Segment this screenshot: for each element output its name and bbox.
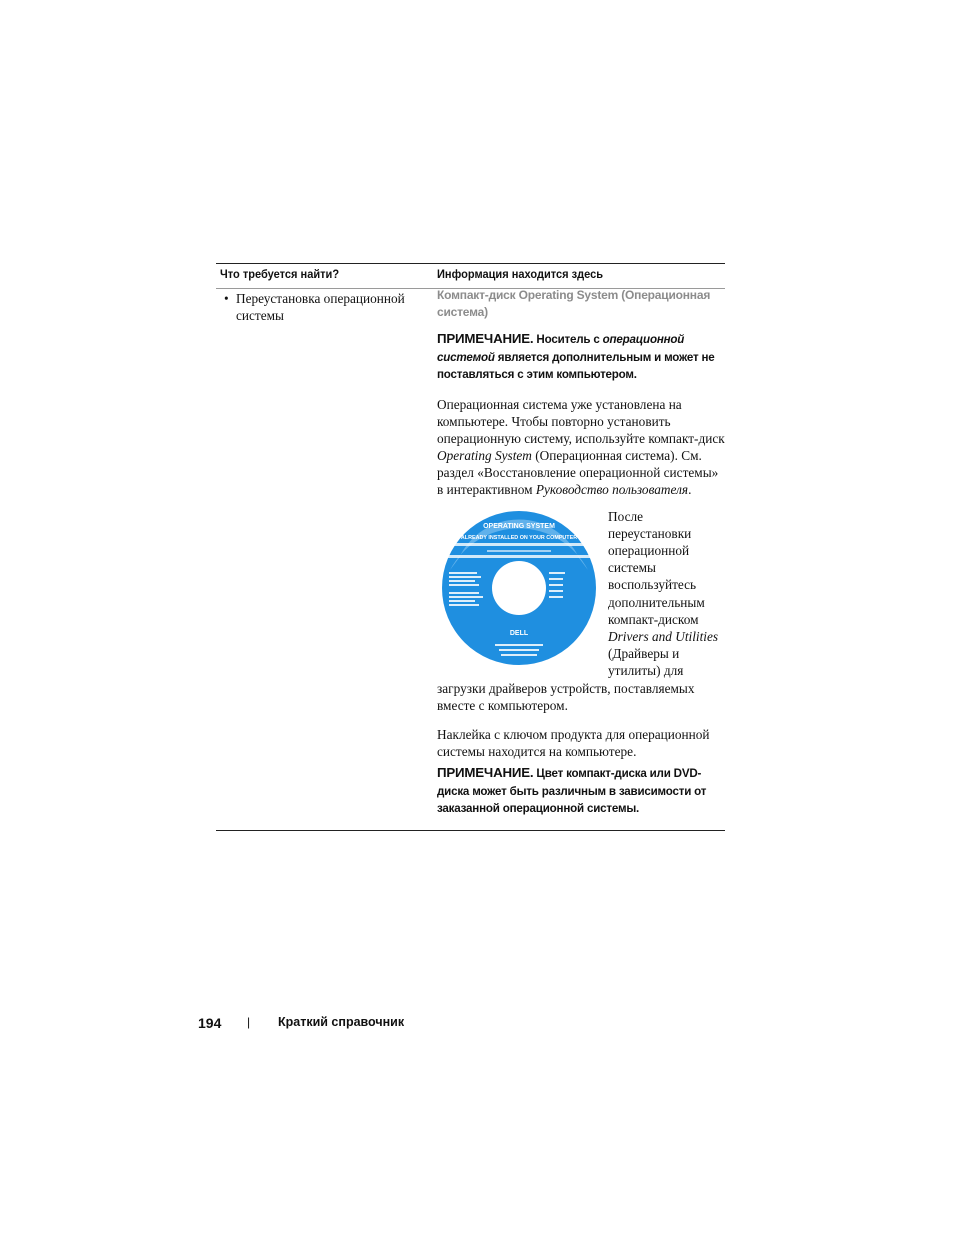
paragraph-2-wrapped [608, 508, 728, 679]
right-cell [437, 287, 725, 818]
cd-disc-image [441, 510, 597, 666]
table-header-row [216, 264, 725, 288]
paragraph-2-a: После переустановки операционной системы воспользуйтесь дополнительным компакт-диском [608, 509, 705, 627]
column-header-where: Информация находится здесь [437, 267, 604, 281]
paragraph-1-e: . [688, 481, 692, 497]
bullet: • [224, 291, 229, 306]
footer-title: Краткий справочник [278, 1015, 405, 1029]
section-heading: Компакт-диск Operating System (Операционная система) [437, 288, 711, 319]
paragraph-1-b: Operating System [437, 447, 532, 463]
note-1-pre: Носитель с [533, 333, 603, 346]
cd-block [437, 508, 725, 680]
note-1-post: является дополнительным и может не поставляться с этим компьютером. [437, 350, 715, 381]
column-header-what: Что требуется найти? [220, 267, 340, 281]
paragraph-2-continued: загрузки драйверов устройств, поставляемых вместе с компьютером. [437, 681, 695, 714]
note-2-text: Цвет компакт-диска или DVD-диска может быть различным в зависимости от заказанной операционной системы. [437, 767, 707, 816]
paragraph-1 [437, 396, 725, 499]
paragraph-1-a: Операционная система уже установлена на компьютере. Чтобы повторно установить операционную систему, используйте компакт-диск [437, 396, 725, 446]
note-2 [437, 764, 725, 818]
cd-subtitle: ALREADY INSTALLED ON YOUR COMPUTER [460, 535, 578, 542]
table-bottom-rule [216, 830, 725, 831]
note-2-label: ПРИМЕЧАНИЕ. [437, 765, 534, 781]
paragraph-1-d: Руководство пользователя [535, 481, 689, 497]
info-table [216, 263, 725, 816]
paragraph-2-c: (Драйверы и утилиты) для [608, 645, 684, 678]
cd-brand: DELL [509, 630, 529, 638]
page-number: 194 [198, 1015, 222, 1031]
disc-hole [492, 561, 546, 615]
footer-separator: | [247, 1015, 251, 1029]
paragraph-3: Наклейка с ключом продукта для операционной системы находится на компьютере. [437, 727, 710, 760]
left-cell-text: Переустановка операционной системы [236, 291, 405, 323]
note-1-label: ПРИМЕЧАНИЕ. [437, 331, 534, 346]
paragraph-1-c: (Операционная система). См. раздел «Восстановление операционной системы» в интерактивном [437, 447, 719, 497]
note-1-italic: операционной системой [437, 333, 685, 364]
note-1 [437, 330, 725, 384]
paragraph-2-b: Drivers and Utilities [608, 628, 719, 644]
cd-title: OPERATING SYSTEM [483, 523, 555, 531]
left-cell [224, 290, 424, 324]
